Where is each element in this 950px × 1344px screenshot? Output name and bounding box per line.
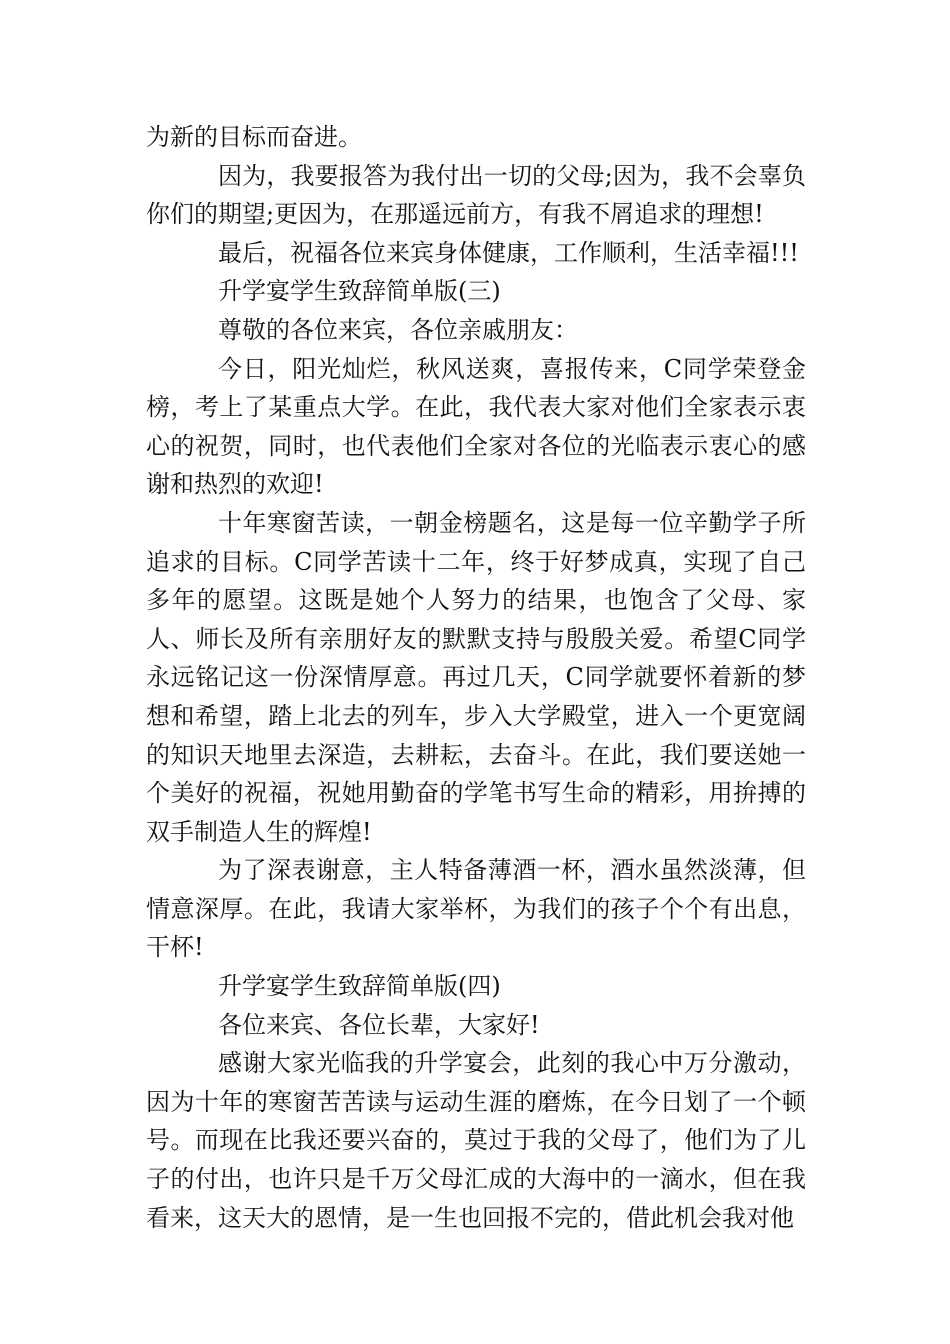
section-heading: 升学宴学生致辞简单版(四) bbox=[218, 972, 501, 1001]
section-heading: 升学宴学生致辞简单版(三) bbox=[218, 277, 501, 306]
document-body bbox=[146, 118, 806, 1237]
paragraph: 十年寒窗苦读，一朝金榜题名，这是每一位辛勤学子所追求的目标。C同学苦读十二年，终于好梦成真，实现了自己多年的愿望。这既是她个人努力的结果，也饱含了父母、家人、师长及所有亲朋好友的默默支持与殷殷关爱。希望C同学永远铭记这一份深情厚意。再过几天，C同学就要怀着新的梦想和希望，踏上北去的列车，步入大学殿堂，进入一个更宽阔的知识天地里去深造，去耕耘，去奋斗。在此，我们要送她一个美好的祝福，祝她用勤奋的学笔书写生命的精彩，用拚搏的双手制造人生的辉煌! bbox=[146, 508, 806, 846]
paragraph: 今日，阳光灿烂，秋风送爽，喜报传来，C同学荣登金榜，考上了某重点大学。在此，我代表大家对他们全家表示衷心的祝贺，同时，也代表他们全家对各位的光临表示衷心的感谢和热烈的欢迎! bbox=[146, 354, 806, 499]
paragraph-closing-wish: 最后，祝福各位来宾身体健康，工作顺利，生活幸福!!! bbox=[218, 238, 799, 267]
paragraph: 因为，我要报答为我付出一切的父母;因为，我不会辜负你们的期望;更因为，在那遥远前方，有我不屑追求的理想! bbox=[146, 161, 806, 229]
salutation: 尊敬的各位来宾，各位亲戚朋友： bbox=[218, 315, 578, 344]
paragraph-continuation: 为新的目标而奋进。 bbox=[146, 123, 362, 151]
salutation: 各位来宾、各位长辈，大家好! bbox=[218, 1010, 540, 1039]
paragraph: 感谢大家光临我的升学宴会，此刻的我心中万分激动，因为十年的寒窗苦苦读与运动生涯的磨炼，在今日划了一个顿号。而现在比我还要兴奋的，莫过于我的父母了，他们为了儿子的付出，也许只是千万父母汇成的大海中的一滴水，但在我看来，这天大的恩情，是一生也回报不完的，借此机会我对他 bbox=[146, 1049, 806, 1232]
paragraph: 为了深表谢意，主人特备薄酒一杯，酒水虽然淡薄，但情意深厚。在此，我请大家举杯，为我们的孩子个个有出息，干杯! bbox=[146, 856, 806, 962]
